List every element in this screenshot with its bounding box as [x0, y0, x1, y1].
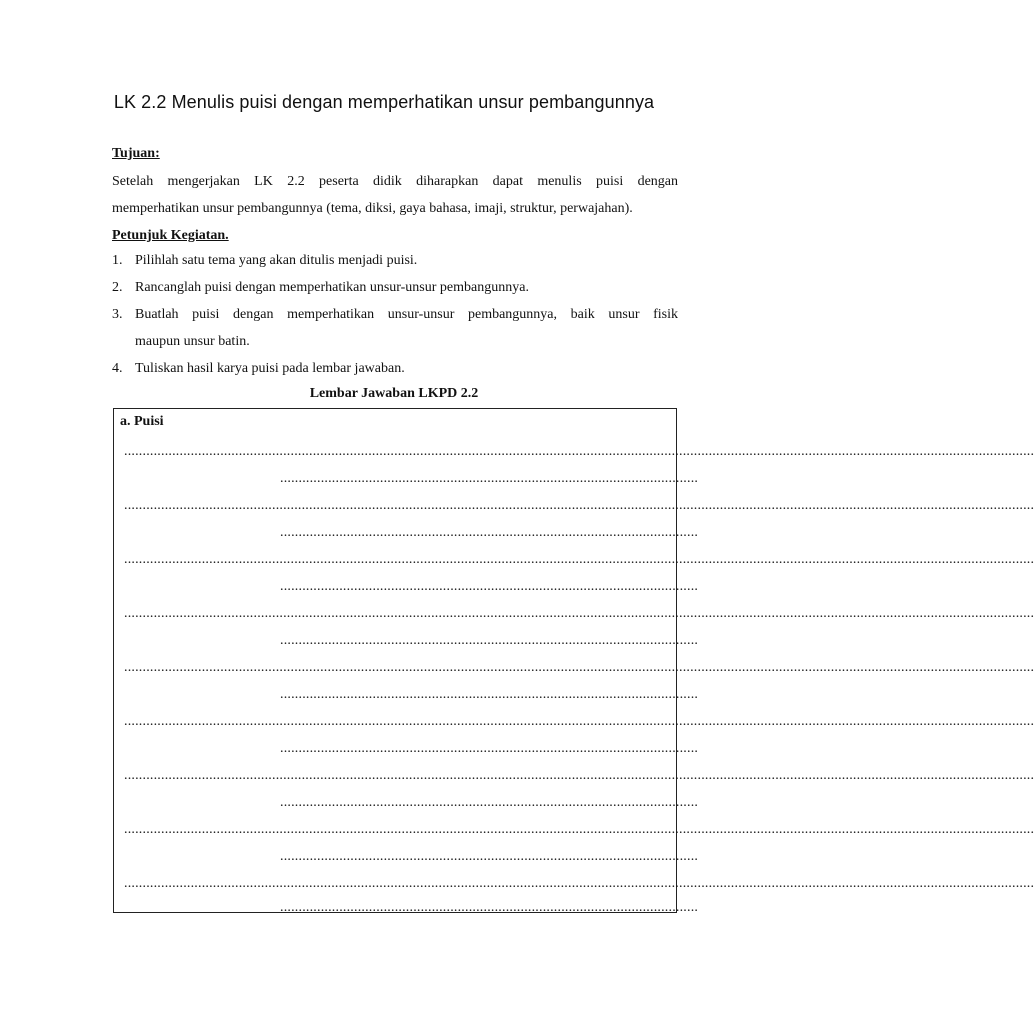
- dotted-line-short: .................................................................................................................: [280, 525, 699, 540]
- dotted-line-long: ......................................................................................................................................................................................................................................................: [124, 552, 1034, 567]
- dotted-line-short: .................................................................................................................: [280, 795, 699, 810]
- tujuan-line-2: memperhatikan unsur pembangunnya (tema, diksi, gaya bahasa, imaji, struktur, perwajahan).: [112, 201, 633, 216]
- dotted-line-long: ......................................................................................................................................................................................................................................................: [124, 768, 1034, 783]
- answer-box-label: a. Puisi: [120, 414, 164, 429]
- dotted-line-short: .................................................................................................................: [280, 579, 699, 594]
- answer-box[interactable]: [113, 408, 1034, 915]
- list-item-text-line-2: maupun unsur batin.: [135, 334, 250, 349]
- list-item-text: Tuliskan hasil karya puisi pada lembar jawaban.: [135, 361, 405, 376]
- petunjuk-list: [112, 247, 678, 382]
- list-item-text: Pilihlah satu tema yang akan ditulis menjadi puisi.: [135, 253, 418, 268]
- dotted-line-long: ......................................................................................................................................................................................................................................................: [124, 660, 1034, 675]
- list-item-text-line-1: Buatlah puisi dengan memperhatikan unsur-unsur pembangunnya, baik unsur fisik: [135, 307, 678, 322]
- list-item: [112, 355, 678, 382]
- dotted-line-short: .................................................................................................................: [280, 741, 699, 756]
- list-item: [112, 247, 678, 274]
- dotted-line-short: .................................................................................................................: [280, 471, 699, 486]
- dotted-line-short: .................................................................................................................: [280, 849, 699, 864]
- list-item-number: 3.: [112, 307, 123, 322]
- dotted-line-long: ......................................................................................................................................................................................................................................................: [124, 606, 1034, 621]
- petunjuk-heading: Petunjuk Kegiatan.: [112, 228, 229, 243]
- page-title: LK 2.2 Menulis puisi dengan memperhatikan unsur pembangunnya: [113, 92, 655, 112]
- tujuan-line-1: Setelah mengerjakan LK 2.2 peserta didik diharapkan dapat menulis puisi dengan: [112, 174, 678, 189]
- list-item-number: 2.: [112, 280, 123, 295]
- list-item: [112, 301, 678, 355]
- dotted-line-long: ......................................................................................................................................................................................................................................................: [124, 822, 1034, 837]
- list-item-number: 1.: [112, 253, 123, 268]
- dotted-line-long: ......................................................................................................................................................................................................................................................: [124, 498, 1034, 513]
- dotted-line-short: .................................................................................................................: [280, 633, 699, 648]
- answer-sheet-title: Lembar Jawaban LKPD 2.2: [309, 386, 479, 401]
- list-item: [112, 274, 678, 301]
- dotted-line-short: .................................................................................................................: [280, 900, 699, 915]
- dotted-line-long: ......................................................................................................................................................................................................................................................: [124, 876, 1034, 891]
- dotted-line-short: .................................................................................................................: [280, 687, 699, 702]
- list-item-text: Rancanglah puisi dengan memperhatikan unsur-unsur pembangunnya.: [135, 280, 529, 295]
- tujuan-paragraph: [112, 168, 678, 222]
- dotted-line-long: ......................................................................................................................................................................................................................................................: [124, 444, 1034, 459]
- dotted-line-long: ......................................................................................................................................................................................................................................................: [124, 714, 1034, 729]
- list-item-number: 4.: [112, 361, 123, 376]
- tujuan-heading: Tujuan:: [112, 146, 160, 161]
